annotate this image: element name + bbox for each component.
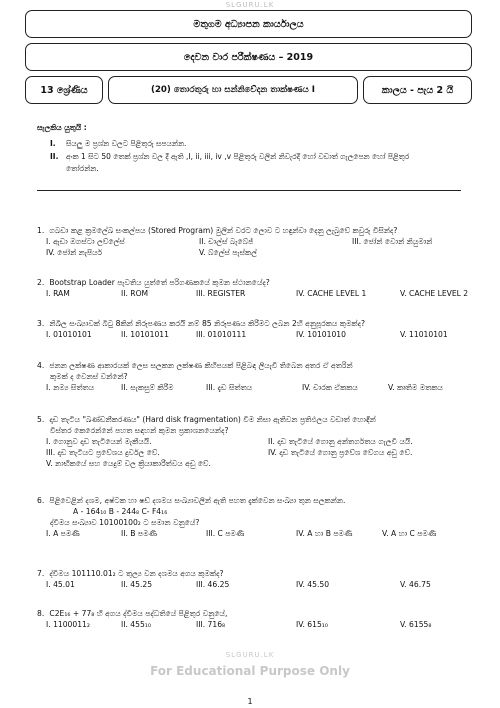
option: III. දැඩ සිත්තය [206,383,253,392]
option: IV. 615₁₀ [296,620,328,629]
option: V. 11010101 [400,330,448,339]
option: III. REGISTER [196,289,246,298]
instruction-3: තෝරන්න. [66,164,99,173]
separator-line [37,190,461,191]
option: III. 716₈ [196,620,226,629]
option: IV. දෘඩ තැටියේ ගොනු ප්‍රවේශ වේගය අඩු වේ. [268,448,413,457]
option: III. 46.25 [196,580,230,589]
option: I. RAM [46,289,70,298]
page-number: 1 [247,697,253,706]
question-6: 6. පිළිවෙළින් දශම, අෂ්ටක හා ෂඩ් දශමය සංඛ්‍යාවලින් ඇති පහත දැක්වෙන සංඛ්‍යා තුන සලකන්න. A - 164₁₀ B - 244₈ C- F4₁₆ ද්වීමය සංඛ්‍යාව 10100100₂ ට සමාන වනුයේ? I. A පමණි II. B පමණි III. C පමණි IV. A හා B පමණි V. A හා C පමණි [37,496,437,538]
question-2: 2. Bootstrap Loader පැවතිය යුත්තේ පරිගණකයේ කුමන ස්ථානයේද? I. RAM II. ROM III. REGISTER IV. CACHE LEVEL 1 V. CACHE LEVEL 2 [37,278,469,298]
watermark-top: SLGURU.LK [225,1,275,9]
option: V. CACHE LEVEL 2 [400,289,469,298]
option: II. B පමණි [121,529,158,538]
option: IV. CACHE LEVEL 1 [296,289,367,298]
instruction-1: I. සියලු ම ප්‍රශ්න වලට පිළිතුරු සපයන්න. [50,139,187,148]
option: IV. 10101010 [296,330,346,339]
option: I. ගොනුව දෘඩ තැටියෙන් මැකීයයි. [46,437,152,446]
option: I. 1100011₂ [46,620,90,629]
option: II. 10101011 [121,330,169,339]
exam-title-box [25,43,472,71]
office-title: මතුගම අධ්‍යාපන කාර්යාලය [193,18,304,30]
option: V. බ්ලේස් පැස්කල් [199,248,257,257]
option: I. 01010101 [46,330,92,339]
question-3: 3. නිඛිල සංඛ්‍යාවක් බිටු 8කින් නිරූපණය කරයි නම් 85 නිරූපණය කිරීමට ලබන 2හි අනුපූරකය කුමක්ද? I. 01010101 II. 10101011 III. 01010111 IV. 10101010 V. 11010101 [37,319,448,339]
option: IV. චාරක ඒකකය [302,383,358,392]
option: II. 45.25 [121,580,153,589]
option: II. 455₁₀ [121,620,151,629]
instruction-2: II. අංක 1 සිට 50 තෙක් ප්‍රශ්න වල දී ඇති ,I, ii, iii, iv ,v පිළිතුරු වලින් නිවැරදි හෝ වඩාත් ගැලපෙන හෝ පිළිතුර [50,152,410,161]
question-5: 5. දෘඩ තැටිය "ඛණ්ඩනීකරණය" (Hard disk fragmentation) වීම නිසා ඇතිවන ප්‍රතිඵලය වඩාත් හොඳින් විස්තර කෙරෙන්නේ පහත සඳහන් කුමන ප්‍රකාශනයෙන්ද? I. ගොනුව දෘඩ තැටියෙන් මැකීයයි. II. දෘඩ තැටියේ ගොනු අන්තර්ගතය ගැලවී යයි. III. දෘඩ තැටියට ප්‍රවේශය දුර්වල වේ. IV. දෘඩ තැටියේ ගොනු ප්‍රවේශ වේගය අඩු වේ. V. නාභිකයේ සහ යෙදුම් වල ක්‍රියාකාරීත්වය අඩු වේ. [37,415,413,468]
option: II. දෘඩ තැටියේ ගොනු අන්තර්ගතය ගැලවී යයි. [268,437,413,446]
time-label: කාලය - පැය 2 යි [381,84,454,96]
watermark-site: SLGURU.LK [225,651,275,659]
question-7: 7. ද්වීමය 101110.01₂ ට තුල්‍ය වන දශමය අගය කුමක්ද? I. 45.01 II. 45.25 III. 46.25 IV. 45.50 V. 46.75 [37,569,431,589]
office-title-box [25,10,472,38]
option: II. ROM [121,289,149,298]
option: V. A හා C පමණි [382,529,437,538]
option: I. 45.01 [46,580,75,589]
question-4: 4. ජනන ලක්ෂණ ආකාරයක් ලෙස සලකන ලක්ෂණ කිහිපයක් පිළිබඳ ලියැවී තිබෙන අතර ඒ අතරින් කුමක් ද වෙනස් වන්නේ? I. නම්‍ය සිත්තය II. සැකසුම් කිරීම III. දැඩ සිත්තය IV. චාරක ඒකකය V. කෘතිම මතකය [37,361,443,392]
option: I. නම්‍ය සිත්තය [46,383,95,392]
grade-label: 13 ශ්‍රේණිය [40,84,88,96]
question-8: 8. C2E₁₆ + 77₈ හි අගය ද්වීමය පද්ධතියේ පිළිතුර වනුයේ, I. 1100011₂ II. 455₁₀ III. 716₈ IV. 615₁₀ V. 6155₈ [37,609,432,629]
exam-title: දෙවන වාර පරීක්ෂණය – 2019 [183,51,314,63]
option: II. චාල්ස් බැබේජ් [199,237,254,246]
option: III. 01010111 [196,330,247,339]
option: V. 6155₈ [400,620,432,629]
option: IV. 45.50 [296,580,330,589]
option: II. සැකසුම් කිරීම [121,383,174,392]
option: I. A පමණි [46,529,80,538]
watermark-text: For Educational Purpose Only [150,664,350,678]
grade-box [25,76,103,104]
option: I. ඇඩා ඔගස්ටා ලව්ලේස් [46,237,125,246]
option: III. දෘඩ තැටියට ප්‍රවේශය දුර්වල වේ. [46,448,160,457]
option: IV. ජෝන් නැපියර් [46,248,103,257]
number-values: A - 164₁₀ B - 244₈ C- F4₁₆ [73,507,168,516]
subject-label: (20) තොරතුරු හා සන්නිවේදන තාක්ෂණය I [151,85,315,95]
option: V. 46.75 [400,580,431,589]
subject-box [108,76,358,104]
question-1: 1. ගබඩා කළ ක්‍රමලේඛ සංකල්පය (Stored Program) මුලින් වරට ලොව ට හඳුන්වා දෙනු ලැබුවේ කවුරු විසින්ද? I. ඇඩා ඔගස්ටා ලව්ලේස් II. චාල්ස් බැබේජ් III. ජෝන් වොන් නියුමාන් IV. ජෝන් නැපියර් V. බ්ලේස් පැස්කල් [37,226,433,257]
option: IV. A හා B පමණි [296,529,353,538]
instructions-title: සැලකිය යුතුයි : [37,123,87,132]
time-box [363,76,472,104]
option: V. නාභිකයේ සහ යෙදුම් වල ක්‍රියාකාරීත්වය අඩු වේ. [46,459,211,468]
option: III. C පමණි [206,529,245,538]
option: V. කෘතිම මතකය [388,383,443,392]
option: III. ජෝන් වොන් නියුමාන් [352,237,433,246]
